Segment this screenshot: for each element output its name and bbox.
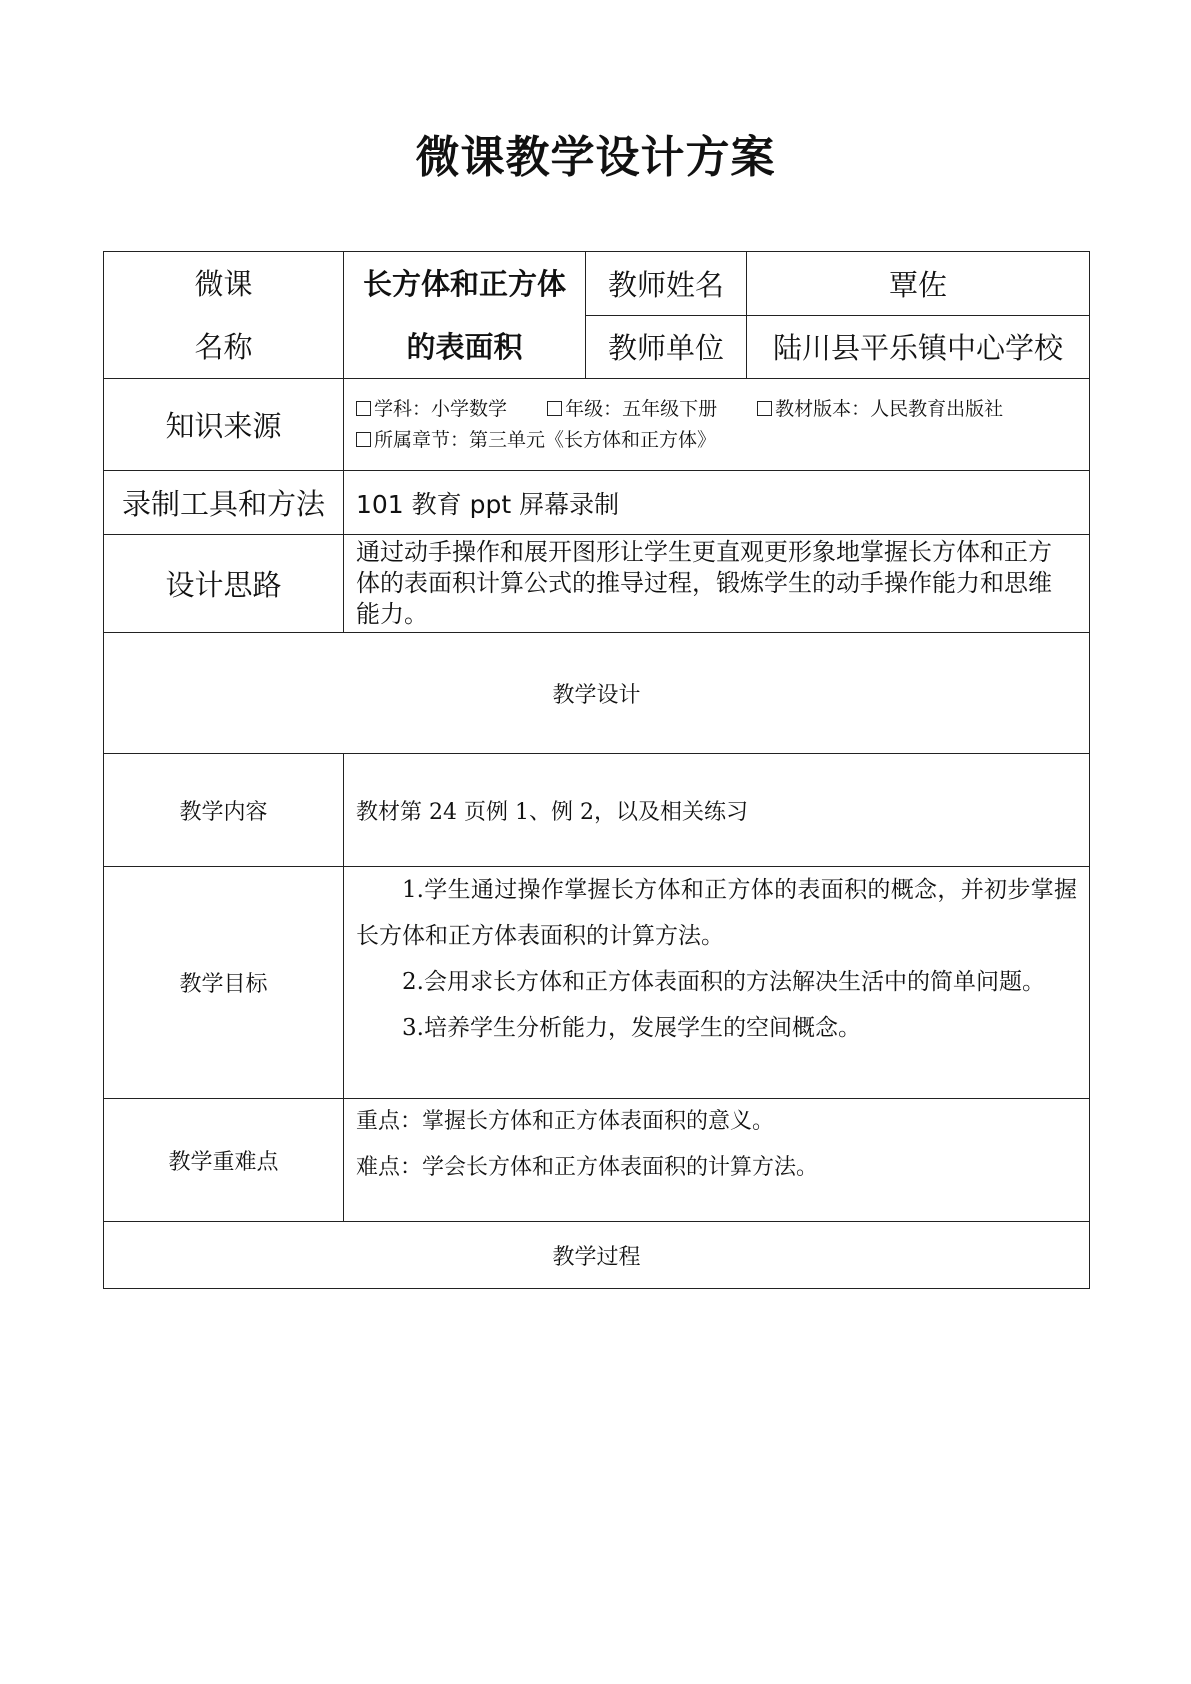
key-points-cell xyxy=(344,1099,1090,1222)
teaching-content-label: 教学内容 xyxy=(104,754,344,867)
page-title: 微课教学设计方案 xyxy=(415,132,776,183)
recording-label: 录制工具和方法 xyxy=(104,471,344,535)
design-idea-label: 设计思路 xyxy=(104,535,344,633)
lesson-design-table xyxy=(103,251,1090,1289)
course-label-line1: 微课 xyxy=(194,266,253,301)
design-idea-value: 通过动手操作和展开图形让学生更直观更形象地掌握长方体和正方体的表面积计算公式的推导过程，锻炼学生的动手操作能力和思维能力。 xyxy=(344,535,1090,633)
knowledge-source-cell xyxy=(344,379,1090,471)
course-name-label-cell xyxy=(104,252,344,379)
checkbox-icon xyxy=(547,401,562,416)
grade-text: 年级：五年级下册 xyxy=(565,397,718,420)
knowledge-source-line1 xyxy=(356,394,1089,425)
teaching-goal-2: 2.会用求长方体和正方体表面积的方法解决生活中的简单问题。 xyxy=(402,969,1045,995)
teaching-content-value: 教材第 24 页例 1、例 2，以及相关练习 xyxy=(344,754,1090,867)
knowledge-source-label: 知识来源 xyxy=(104,379,344,471)
key-points-label: 教学重难点 xyxy=(104,1099,344,1222)
teaching-goals-label: 教学目标 xyxy=(104,867,344,1099)
chapter-text: 所属章节：第三单元《长方体和正方体》 xyxy=(374,428,717,451)
difficult-point: 难点：学会长方体和正方体表面积的计算方法。 xyxy=(356,1155,819,1180)
edition-item xyxy=(757,398,1003,420)
chapter-item xyxy=(356,429,716,451)
grade-item xyxy=(547,398,717,420)
teaching-goal-3: 3.培养学生分析能力，发展学生的空间概念。 xyxy=(402,1015,861,1041)
course-label-line2: 名称 xyxy=(194,329,253,364)
edition-text: 教材版本：人民教育出版社 xyxy=(775,397,1004,420)
teacher-unit-label: 教师单位 xyxy=(586,315,747,379)
teacher-unit-value: 陆川县平乐镇中心学校 xyxy=(747,315,1090,379)
subject-text: 学科：小学数学 xyxy=(374,397,508,420)
recording-value: 101 教育 ppt 屏幕录制 xyxy=(344,471,1090,535)
course-name-cell xyxy=(344,252,586,379)
teaching-process-header: 教学过程 xyxy=(104,1222,1090,1289)
key-point: 重点：掌握长方体和正方体表面积的意义。 xyxy=(356,1109,775,1134)
checkbox-icon xyxy=(757,401,772,416)
course-name-line1: 长方体和正方体 xyxy=(362,266,566,301)
teacher-name-value: 覃佐 xyxy=(747,252,1090,316)
teaching-goals-cell xyxy=(344,867,1090,1099)
teacher-name-label: 教师姓名 xyxy=(586,252,747,316)
teaching-goal-1: 1.学生通过操作掌握长方体和正方体的表面积的概念，并初步掌握长方体和正方体表面积的计算方法。 xyxy=(356,877,1077,949)
teaching-design-header: 教学设计 xyxy=(104,633,1090,754)
checkbox-icon xyxy=(356,432,371,447)
course-name-line2: 的表面积 xyxy=(406,329,523,364)
checkbox-icon xyxy=(356,401,371,416)
knowledge-source-line2 xyxy=(356,425,1089,456)
subject-item xyxy=(356,398,507,420)
